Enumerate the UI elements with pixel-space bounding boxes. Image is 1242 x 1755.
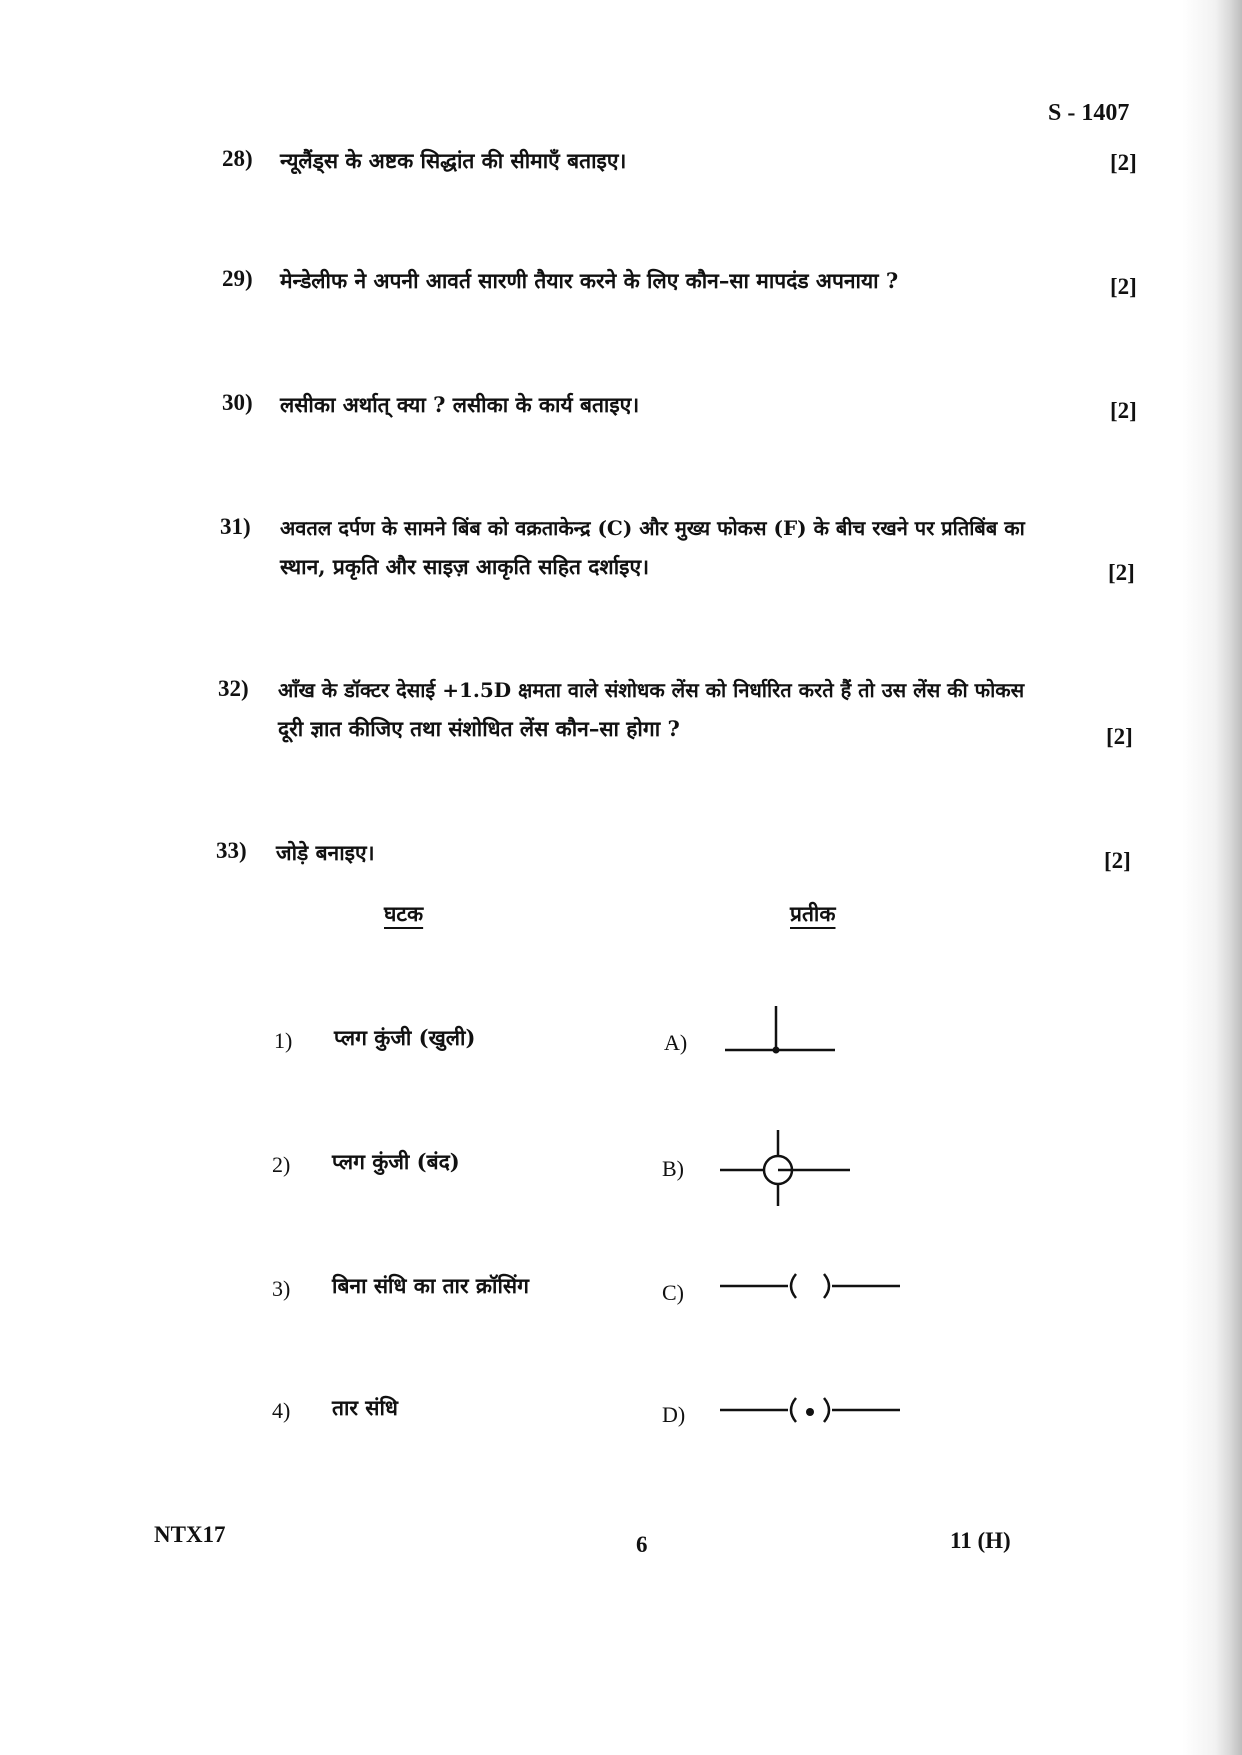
question-32-text-line2: दूरी ज्ञात कीजिए तथा संशोधित लेंस कौन–सा होगा ?	[278, 716, 680, 741]
question-33-marks: [2]	[1104, 848, 1131, 873]
plug-key-open-symbol-icon	[716, 1266, 906, 1306]
footer-set: 11 (H)	[950, 1528, 1011, 1553]
question-32-number: 32)	[218, 676, 249, 701]
question-33-number: 33)	[216, 838, 247, 863]
page-number: 6	[636, 1532, 648, 1557]
symbol-label-c: C)	[662, 1280, 684, 1305]
wire-crossing-symbol-icon	[716, 1128, 856, 1208]
question-30-text: लसीका अर्थात् क्या ? लसीका के कार्य बताइए।	[280, 392, 640, 417]
question-31-marks: [2]	[1108, 560, 1135, 585]
question-30-number: 30)	[222, 390, 253, 415]
symbol-label-a: A)	[664, 1030, 688, 1055]
component-4-number: 4)	[272, 1398, 291, 1423]
plug-key-closed-symbol-icon	[716, 1390, 906, 1430]
component-2-number: 2)	[272, 1152, 291, 1177]
component-3-text: बिना संधि का तार क्रॉसिंग	[332, 1273, 529, 1298]
question-31-number: 31)	[220, 514, 251, 539]
component-1-text: प्लग कुंजी (खुली)	[334, 1025, 476, 1050]
column-heading-symbols: प्रतीक	[790, 901, 836, 926]
question-28-number: 28)	[222, 146, 253, 171]
footer-code: NTX17	[154, 1522, 226, 1547]
question-29-text: मेन्डेलीफ ने अपनी आवर्त सारणी तैयार करने के लिए कौन–सा मापदंड अपनाया ?	[280, 268, 899, 293]
paper-code: S - 1407	[1048, 100, 1130, 126]
question-28-marks: [2]	[1110, 150, 1137, 175]
wire-junction-symbol-icon	[720, 1000, 840, 1060]
question-31-text-line2: स्थान, प्रकृति और साइज़ आकृति सहित दर्शाइए।	[280, 554, 650, 579]
question-30-marks: [2]	[1110, 398, 1137, 423]
question-28-text: न्यूलैंड्स के अष्टक सिद्धांत की सीमाएँ बताइए।	[280, 148, 627, 173]
question-29-number: 29)	[222, 266, 253, 291]
question-29-marks: [2]	[1110, 274, 1137, 299]
component-1-number: 1)	[274, 1028, 293, 1053]
question-32-marks: [2]	[1106, 724, 1133, 749]
column-heading-components: घटक	[384, 901, 424, 926]
symbol-label-d: D)	[662, 1402, 686, 1427]
question-32-text-line1: आँख के डॉक्टर देसाई +1.5D क्षमता वाले संशोधक लेंस को निर्धारित करते हैं तो उस लेंस की फोकस	[278, 678, 1025, 702]
symbol-label-b: B)	[662, 1156, 684, 1181]
page-edge-shadow	[1182, 0, 1242, 1755]
component-3-number: 3)	[272, 1276, 291, 1301]
question-31-text-line1: अवतल दर्पण के सामने बिंब को वक्रताकेन्द्र (C) और मुख्य फोकस (F) के बीच रखने पर प्रतिबिंब का	[280, 516, 1025, 540]
question-33-text: जोड़े बनाइए।	[276, 840, 375, 865]
component-4-text: तार संधि	[332, 1395, 398, 1420]
component-2-text: प्लग कुंजी (बंद)	[332, 1149, 460, 1174]
